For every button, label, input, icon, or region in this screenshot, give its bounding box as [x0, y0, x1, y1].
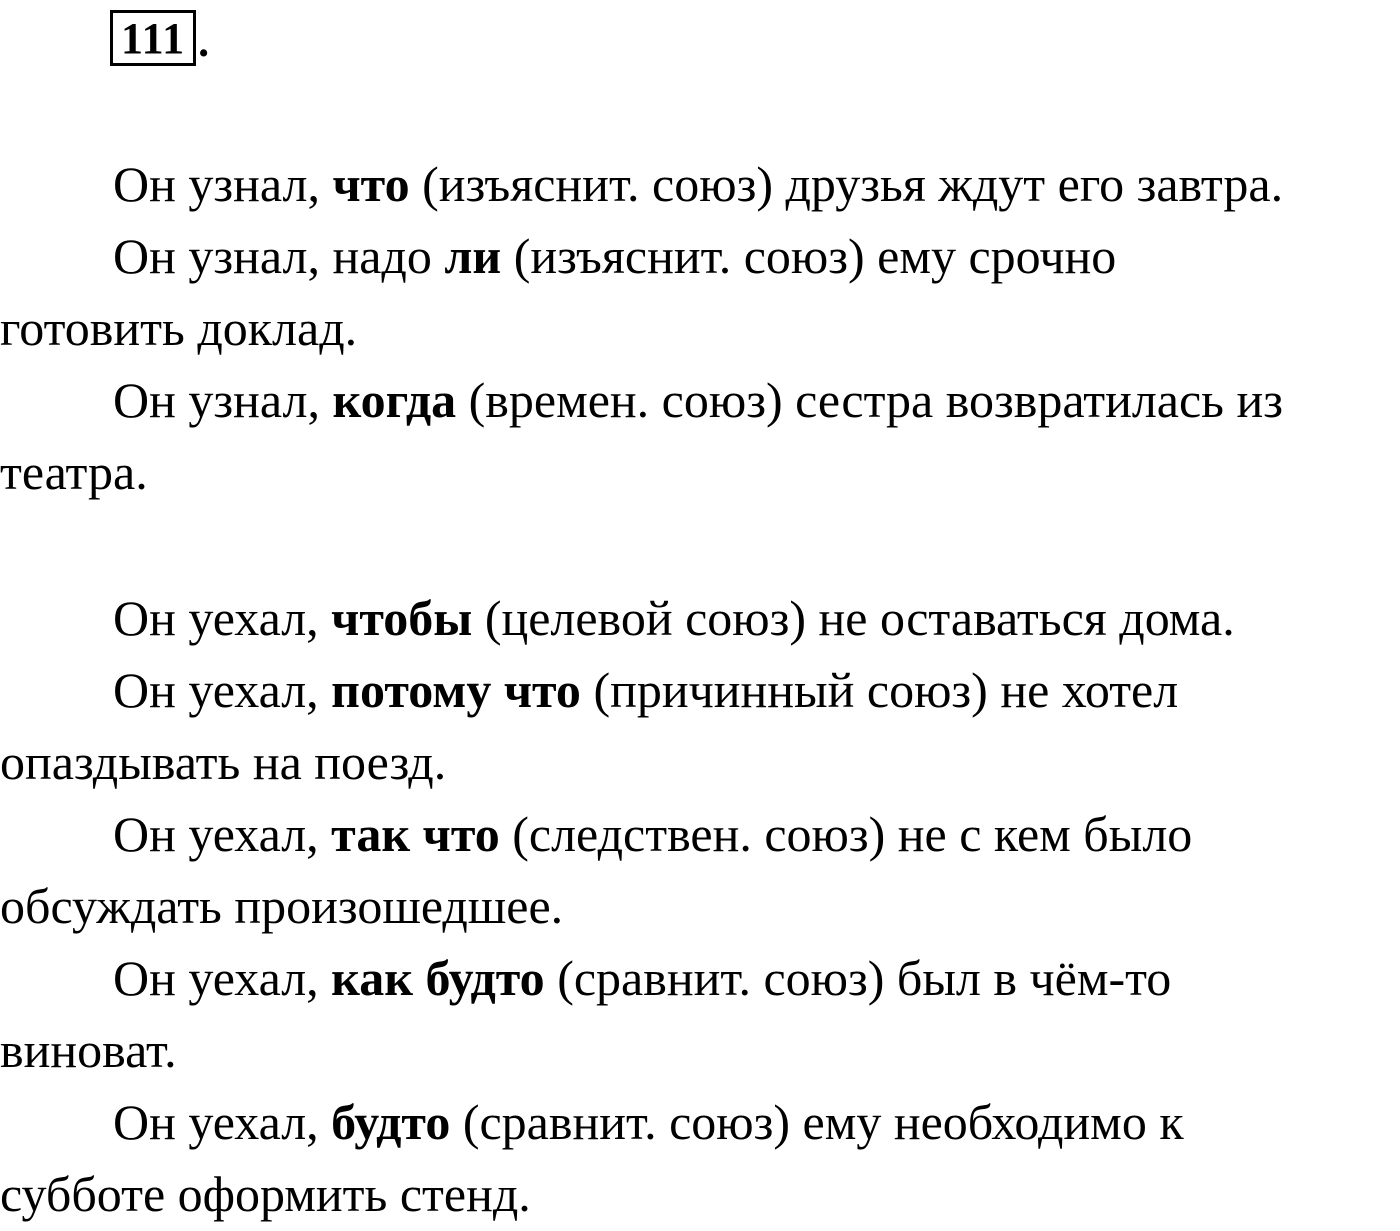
sentence-continuation: готовить доклад. — [0, 300, 358, 356]
conjunction-word: так что — [331, 806, 500, 862]
sentence-line — [0, 220, 1400, 292]
sentence-text: Он уехал, — [113, 1094, 332, 1150]
conjunction-word: что — [332, 156, 410, 212]
sentence-text: Он узнал, — [113, 372, 333, 428]
sentence-text: (изъяснит. союз) ему срочно — [501, 228, 1117, 284]
sentence-text: Он уехал, — [113, 662, 332, 718]
sentence-text: (следствен. союз) не с кем было — [499, 806, 1193, 862]
exercise-number-dot: . — [198, 17, 210, 66]
sentence-continuation: виноват. — [0, 1022, 177, 1078]
conjunction-word: как будто — [331, 950, 545, 1006]
sentence-text: (сравнит. союз) был в чём-то — [544, 950, 1172, 1006]
sentence-text: (изъяснит. союз) друзья ждут его завтра. — [409, 156, 1284, 212]
sentence-text: (целевой союз) не оставаться дома. — [472, 590, 1235, 646]
sentence-line — [0, 364, 1400, 436]
sentence-text: Он уехал, — [113, 806, 332, 862]
sentence-text: Он уехал, — [113, 590, 332, 646]
sentence-line — [0, 942, 1400, 1014]
conjunction-word: ли — [444, 228, 502, 284]
sentence-text: (сравнит. союз) ему необходимо к — [450, 1094, 1184, 1150]
sentence-continuation: театра. — [0, 444, 148, 500]
conjunction-word: потому что — [331, 662, 581, 718]
sentence-line — [0, 654, 1400, 726]
conjunction-word: когда — [332, 372, 457, 428]
sentence-continuation: субботе оформить стенд. — [0, 1166, 531, 1222]
sentences-group-uehal — [0, 582, 1400, 1230]
sentence-text: Он узнал, надо — [113, 228, 445, 284]
conjunction-word: будто — [331, 1094, 451, 1150]
conjunction-word: чтобы — [331, 590, 473, 646]
sentence-continuation: обсуждать произошедшее. — [0, 878, 564, 934]
sentence-line — [0, 582, 1400, 654]
sentence-line — [0, 798, 1400, 870]
sentence-text: (причинный союз) не хотел — [580, 662, 1179, 718]
exercise-number: 111 — [110, 10, 196, 66]
sentence-line — [0, 148, 1400, 220]
sentences-group-uznal — [0, 148, 1400, 508]
sentence-text: Он уехал, — [113, 950, 332, 1006]
sentence-continuation: опаздывать на поезд. — [0, 734, 447, 790]
sentence-line — [0, 1086, 1400, 1158]
sentence-text: (времен. союз) сестра возвратилась из — [456, 372, 1283, 428]
exercise-header — [110, 6, 209, 66]
sentence-text: Он узнал, — [113, 156, 333, 212]
